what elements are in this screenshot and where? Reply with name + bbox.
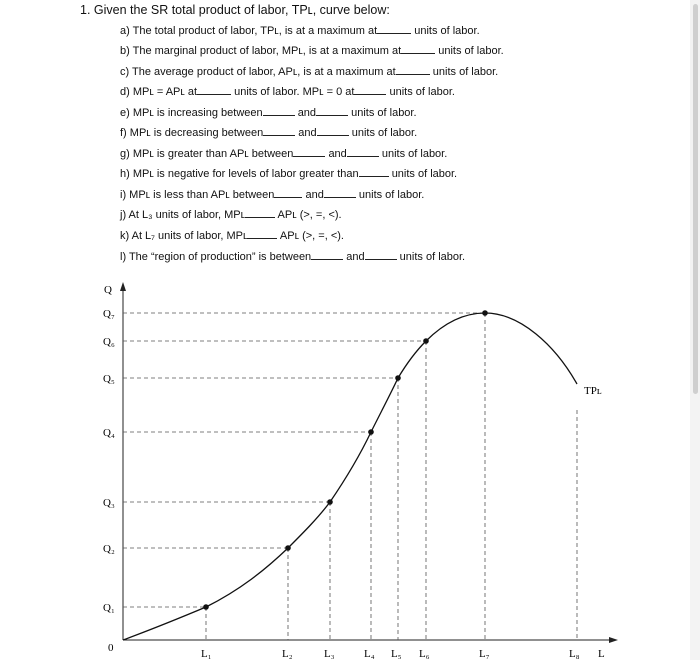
tp-curve <box>123 313 577 640</box>
point-l3 <box>327 499 333 505</box>
question-a-text: a) The total product of labor, TPʟ, is at a maximum at <box>120 25 378 37</box>
answer-blank[interactable] <box>317 125 349 136</box>
horizontal-guides <box>123 313 485 607</box>
x-axis-arrow <box>609 637 618 643</box>
question-j-text: j) At L₃ units of labor, MPʟ <box>120 209 246 221</box>
question-f-text-end: units of labor. <box>351 127 418 139</box>
answer-blank[interactable] <box>245 207 275 218</box>
question-j-text-end: APʟ (>, =, <). <box>277 209 342 221</box>
answer-blank[interactable] <box>324 187 356 198</box>
origin-label: 0 <box>108 642 114 654</box>
question-e-text-end: units of labor. <box>351 107 417 119</box>
y-tick-q1: Q₁ <box>103 602 115 614</box>
question-d-text-end: units of labor. <box>389 86 455 98</box>
question-c-text: c) The average product of labor, APʟ, is at a maximum at <box>120 66 396 78</box>
point-l7 <box>482 310 488 316</box>
question-i-text-end: units of labor. <box>358 189 425 201</box>
question-l-text: l) The “region of production” is between <box>120 251 312 263</box>
question-e <box>120 105 417 119</box>
question-e-text: e) MPʟ is increasing between <box>120 107 263 119</box>
question-k-text-end: APʟ (>, =, <). <box>279 230 344 242</box>
question-i <box>120 187 424 201</box>
question-c <box>120 64 498 78</box>
x-axis-label: L <box>598 648 605 660</box>
answer-blank[interactable] <box>347 146 379 157</box>
x-tick-l8: L₈ <box>569 648 580 660</box>
answer-blank[interactable] <box>274 187 302 198</box>
question-f-text: f) MPʟ is decreasing between <box>120 127 264 139</box>
question-c-text-end: units of labor. <box>432 66 499 78</box>
y-tick-q2: Q₂ <box>103 543 115 555</box>
question-j <box>120 207 342 221</box>
y-axis-arrow <box>120 282 126 291</box>
scrollbar-thumb[interactable] <box>693 4 698 394</box>
answer-blank[interactable] <box>311 249 343 260</box>
question-g-text: g) MPʟ is greater than APʟ between <box>120 148 294 160</box>
question-e-and: and <box>297 107 317 119</box>
question-b-text-end: units of labor. <box>438 45 504 57</box>
question-b-text: b) The marginal product of labor, MPʟ, is at a maximum at <box>120 45 402 57</box>
question-k-text: k) At L₇ units of labor, MPʟ <box>120 230 248 242</box>
x-tick-l5: L₅ <box>391 648 402 660</box>
answer-blank[interactable] <box>263 125 295 136</box>
question-f <box>120 125 417 139</box>
question-i-and: and <box>305 189 324 201</box>
question-l <box>120 249 465 263</box>
y-tick-q7: Q₇ <box>103 308 115 320</box>
y-tick-q3: Q₃ <box>103 497 115 509</box>
answer-blank[interactable] <box>354 84 386 95</box>
question-d <box>120 84 455 98</box>
question-f-and: and <box>298 127 317 139</box>
answer-blank[interactable] <box>377 23 411 34</box>
question-title: 1. Given the SR total product of labor, TPʟ, curve below: <box>80 3 390 17</box>
question-k <box>120 228 344 242</box>
question-a <box>120 23 480 37</box>
x-tick-l4: L₄ <box>364 648 375 660</box>
answer-blank[interactable] <box>197 84 231 95</box>
answer-blank[interactable] <box>365 249 397 260</box>
x-tick-l7: L₇ <box>479 648 490 660</box>
answer-blank[interactable] <box>401 43 435 54</box>
curve-label: TPʟ <box>584 385 602 397</box>
point-l2 <box>285 545 291 551</box>
question-i-text: i) MPʟ is less than APʟ between <box>120 189 275 201</box>
question-g-and: and <box>328 148 347 160</box>
point-l1 <box>203 604 209 610</box>
answer-blank[interactable] <box>359 166 389 177</box>
y-tick-q6: Q₆ <box>103 336 115 348</box>
y-axis-label: Q <box>104 284 112 296</box>
question-h-text-end: units of labor. <box>391 168 458 180</box>
curve-points <box>203 310 488 610</box>
question-a-text-end: units of labor. <box>414 25 480 37</box>
answer-blank[interactable] <box>396 64 430 75</box>
vertical-guides <box>206 313 577 640</box>
question-d-text: d) MPʟ = APʟ at <box>120 86 198 98</box>
question-l-and: and <box>346 251 365 263</box>
x-tick-l6: L₆ <box>419 648 430 660</box>
x-tick-l3: L₃ <box>324 648 335 660</box>
point-l5 <box>395 375 401 381</box>
x-tick-l2: L₂ <box>282 648 293 660</box>
point-l4 <box>368 429 374 435</box>
question-d-text-mid: units of labor. MPʟ = 0 at <box>234 86 355 98</box>
question-h <box>120 166 457 180</box>
point-l6 <box>423 338 429 344</box>
y-tick-q5: Q₅ <box>103 373 115 385</box>
question-g-text-end: units of labor. <box>381 148 448 160</box>
answer-blank[interactable] <box>293 146 325 157</box>
question-g <box>120 146 447 160</box>
question-l-text-end: units of labor. <box>399 251 466 263</box>
y-tick-q4: Q₄ <box>103 427 115 439</box>
question-b <box>120 43 504 57</box>
answer-blank[interactable] <box>316 105 348 116</box>
question-h-text: h) MPʟ is negative for levels of labor greater than <box>120 168 359 180</box>
answer-blank[interactable] <box>247 228 277 239</box>
x-tick-l1: L₁ <box>201 648 212 660</box>
answer-blank[interactable] <box>263 105 295 116</box>
vertical-scrollbar[interactable] <box>690 0 700 660</box>
